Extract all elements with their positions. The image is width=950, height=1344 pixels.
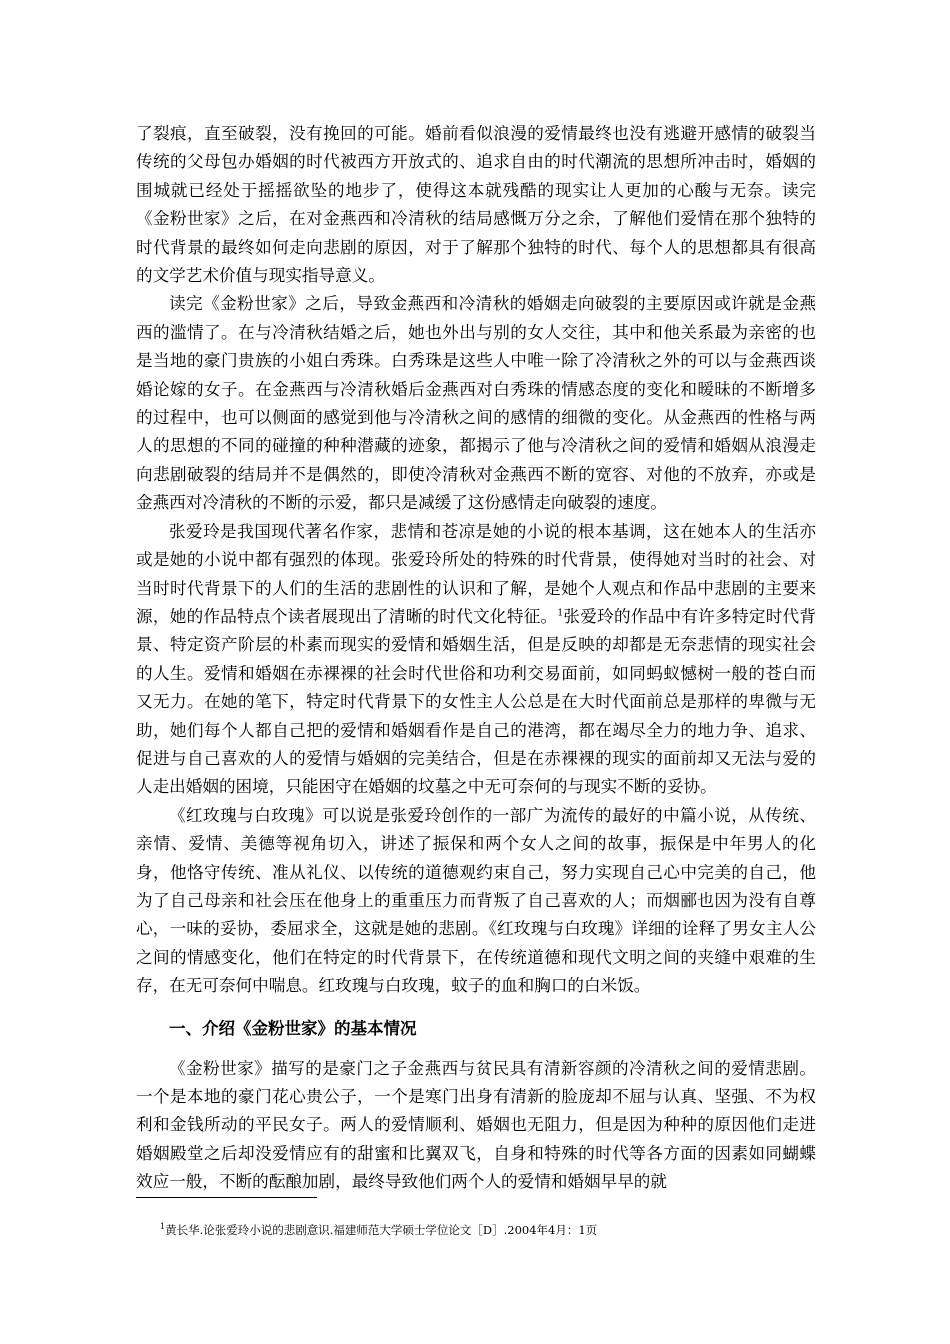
footnote-mark: 1 bbox=[160, 1222, 166, 1232]
footnote-reference[interactable]: 1 bbox=[557, 608, 564, 619]
paragraph-red-white-rose: 《红玫瑰与白玫瑰》可以说是张爱玲创作的一部广为流传的最好的中篇小说，从传统、亲情、爱情、美德等视角切入，讲述了振保和两个女人之间的故事，振保是中年男人的化身，他恪守传统、准从礼仪、以传统的道德观约束自己，努力实现自己心中完美的自己，他为了自己母亲和社会压在他身上的重重压力而背叛了自己喜欢的人；而烟郦也因为没有自尊心，一味的妥协，委屈求全，这就是她的悲剧。《红玫瑰与白玫瑰》详细的诠释了男女主人公之间的情感变化，他们在特定的时代背景下，在传统道德和现代文明之间的夹缝中艰难的生存，在无可奈何中喘息。红玫瑰与白玫瑰，蚊子的血和胸口的白米饭。 bbox=[136, 805, 816, 996]
paragraph-zhang-ailing-part2: 张爱玲的作品中有许多特定时代背景、特定资产阶层的朴素而现实的爱情和婚姻生活，但是反映的却都是无奈悲情的现实社会的人生。爱情和婚姻在赤裸裸的社会时代世俗和功利交易面前，如同蚂蚁憾树一般的苍白而又无力。在她的笔下，特定时代背景下的女性主人公总是在大时代面前总是那样的卑微与无助，她们每个人都自己把的爱情和婚姻看作是自己的港湾，都在竭尽全力的地力争、追求、促进与自己喜欢的人的爱情与婚姻的完美结合，但是在赤裸裸的现实的面前却又无法与爱的人走出婚姻的困境，只能困守在婚姻的坟墓之中无可奈何的与现实不断的妥协。 bbox=[136, 606, 817, 797]
document-body bbox=[136, 120, 816, 1197]
paragraph-zhang-ailing bbox=[136, 518, 816, 802]
paragraph-continuation: 了裂痕，直至破裂，没有挽回的可能。婚前看似浪漫的爱情最终也没有逃避开感情的破裂当传统的父母包办婚姻的时代被西方开放式的、追求自由的时代潮流的思想所冲击时，婚姻的围城就已经处于摇摇欲坠的地步了，使得这本就残酷的现实让人更加的心酸与无奈。读完《金粉世家》之后，在对金燕西和冷清秋的结局感慨万分之余，了解他们爱情在那个独特的时代背景的最终如何走向悲剧的原因，对于了解那个独特的时代、每个人的思想都具有很高的文学艺术价值与现实指导意义。 bbox=[136, 124, 816, 286]
section-heading: 一、介绍《金粉世家》的基本情况 bbox=[169, 1018, 417, 1038]
paragraph-jinfen-shijia-intro: 《金粉世家》描写的是豪门之子金燕西与贫民具有清新容颜的冷清秋之间的爱情悲剧。一个是本地的豪门花心贵公子，一个是寒门出身有清新的脸庞却不屈与认真、坚强、不为权利和金钱所动的平民女子。两人的爱情顺利、婚姻也无阻力，但是因为种种的原因他们走进婚姻殿堂之后却没爱情应有的甜蜜和比翼双飞，自身和特殊的时代等各方面的因素如同蝴蝶效应一般，不断的酝酿加剧，最终导致他们两个人的爱情和婚姻早早的就 bbox=[136, 1058, 816, 1192]
footnote-text: 黄长华.论张爱玲小说的悲剧意识.福建师范大学硕士学位论文［D］.2004年4月：1页 bbox=[165, 1223, 598, 1237]
paragraph-jinyanxi-analysis: 读完《金粉世家》之后，导致金燕西和冷清秋的婚姻走向破裂的主要原因或许就是金燕西的滥情了。在与冷清秋结婚之后，她也外出与别的女人交往，其中和他关系最为亲密的也是当地的豪门贵族的小姐白秀珠。白秀珠是这些人中唯一除了冷清秋之外的可以与金燕西谈婚论嫁的女子。在金燕西与冷清秋婚后金燕西对白秀珠的情感态度的变化和暧昧的不断增多的过程中，也可以侧面的感觉到他与冷清秋之间的感情的细微的变化。从金燕西的性格与两人的思想的不同的碰撞的种种潜藏的迹象，都揭示了他与冷清秋之间的爱情和婚姻从浪漫走向悲剧破裂的结局并不是偶然的，即使冷清秋对金燕西不断的宽容、对他的不放弃，亦或是金燕西对冷清秋的不断的示爱，都只是减缓了这份感情走向破裂的速度。 bbox=[136, 294, 816, 513]
footnote-divider bbox=[136, 1197, 317, 1198]
footnote bbox=[160, 1222, 800, 1238]
paragraph-zhang-ailing-part1: 张爱玲是我国现代著名作家，悲情和苍凉是她的小说的根本基调，这在她本人的生活亦或是她的小说中都有强烈的体现。张爱玲所处的特殊的时代背景，使得她对当时的社会、对当时时代背景下的人们的生活的悲剧性的认识和了解，是她个人观点和作品中悲剧的主要来源，她的作品特点个读者展现出了清晰的时代文化特征。 bbox=[136, 521, 816, 626]
